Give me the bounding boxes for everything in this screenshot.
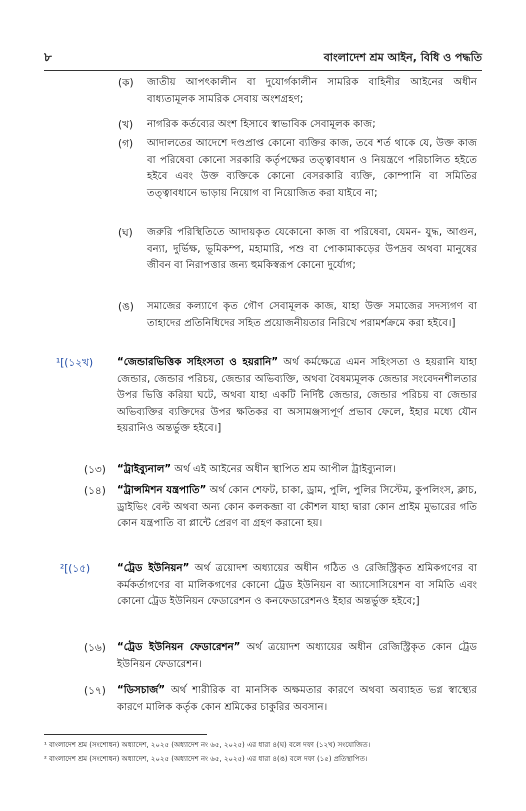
sub-item-mark: (ক) xyxy=(118,77,134,89)
defined-term: “ডিসচার্জ” xyxy=(117,685,166,696)
definition-text xyxy=(117,483,477,533)
definition-body: অর্থ শারীরিক বা মানসিক অক্ষমতার কারণে অথবা অব্যাহত ভগ্ন স্বাস্থ্যের কারণে মালিক কর্তৃক কোন শ্রমিকের চাকুরির অবসান। xyxy=(117,685,477,713)
clause-number: (১৭) xyxy=(84,685,106,697)
defined-term: “ট্রান্সমিশন যন্ত্রপাতি” xyxy=(117,485,207,496)
definition-text xyxy=(117,683,477,716)
book-title: বাংলাদেশ শ্রম আইন, বিধি ও পদ্ধতি xyxy=(323,51,482,64)
clause-number: (১৬) xyxy=(84,642,106,654)
clause-number: (১৩) xyxy=(84,464,106,476)
definition-body: অর্থ ত্রয়োদশ অধ্যায়ের অধীন রেজিস্ট্রিকৃত কোন ট্রেড ইউনিয়ন ফেডারেশন। xyxy=(117,642,477,670)
sub-item-text: নাগরিক কর্তব্যের অংশ হিসাবে স্বাভাবিক সেবামূলক কাজ; xyxy=(147,119,376,130)
definition-body: অর্থ এই আইনের অধীন স্থাপিত শ্রম আপীল ট্রাইব্যুনাল। xyxy=(171,464,396,475)
page-number: ৮ xyxy=(44,50,52,64)
definition-text xyxy=(117,640,477,673)
header-rule xyxy=(44,70,482,71)
definition-text xyxy=(117,561,477,611)
sub-item-text: জরুরি পরিস্থিতিতে আদায়কৃত যেকোনো কাজ বা পরিষেবা, যেমন- যুদ্ধ, আগুন, বন্যা, দুর্ভিক্ষ, ভূমিকম্প, মহামারি, পশু বা পোকামাকড়ের উপদ্রব অথবা মানুষের জীবন বা নিরাপত্তার জন্য হুমকিস্বরূপ কোনো দুর্যোগ; xyxy=(147,227,477,272)
definition-text xyxy=(117,462,477,479)
page-header xyxy=(44,49,482,67)
footnote-rule xyxy=(44,734,207,735)
footnote: ¹ বাংলাদেশ শ্রম (সংশোধন) অধ্যাদেশ, ২০২৫ (অধ্যাদেশ নং ৬৫, ২০২৫) এর ধারা ৪(ঘ) বলে দফা (১২খ) সংযোজিত। xyxy=(44,741,371,749)
definition-text xyxy=(117,355,477,438)
sub-item-text: আদালতের আদেশে দণ্ডপ্রাপ্ত কোনো ব্যক্তির কাজ, তবে শর্ত থাকে যে, উক্ত কাজ বা পরিষেবা কোনো সরকারি কর্তৃপক্ষের তত্ত্বাবধান ও নিয়ন্ত্রণে পরিচালিত হইতে হইবে এবং উক্ত ব্যক্তিকে কোনো বেসরকারি ব্যক্তি, কোম্পানি বা সমিতির তত্ত্বাবধানে ভাড়ায় নিয়োগ বা নিয়োজিত করা যাইবে না; xyxy=(147,138,477,199)
definition-body: অর্থ ত্রয়োদশ অধ্যায়ের অধীন গঠিত ও রেজিস্ট্রিকৃত শ্রমিকগণের বা কর্মকর্তাগণের বা মালিকগণের কোনো ট্রেড ইউনিয়ন বা অ্যাসোসিয়েশন বা সমিতি এবং কোনো ট্রেড ইউনিয়ন ফেডারেশন ও কনফেডারেশনও ইহার অন্তর্ভুক্ত হইবে;] xyxy=(117,563,477,608)
sub-item-text: সমাজের কল্যাণে কৃত গৌণ সেবামূলক কাজ, যাহা উক্ত সমাজের সদস্যগণ বা তাহাদের প্রতিনিধিদের সহিত প্রয়োজনীয়তার নিরিখে পরামর্শক্রমে করা হইবে।] xyxy=(147,301,477,329)
defined-term: “ট্রাইব্যুনাল” xyxy=(117,464,172,475)
defined-term: “ট্রেড ইউনিয়ন ফেডারেশন” xyxy=(117,642,241,653)
clause-number: ¹[(১২খ) xyxy=(56,357,94,369)
sub-item-mark: (ঙ) xyxy=(118,301,134,313)
sub-item-mark: (খ) xyxy=(118,119,134,131)
clause-number: (১৪) xyxy=(84,485,106,497)
defined-term: “ট্রেড ইউনিয়ন” xyxy=(117,563,190,574)
sub-item-text: জাতীয় আপৎকালীন বা দুযোর্গকালীন সামরিক বাহিনীর আইনের অধীন বাধ্যতামূলক সামরিক সেবায় অংশগ্রহণ; xyxy=(147,77,477,105)
defined-term: “জেন্ডারভিত্তিক সহিংসতা ও হয়রানি” xyxy=(117,357,279,368)
sub-item-mark: (গ) xyxy=(118,138,134,150)
sub-item-mark: (ঘ) xyxy=(118,227,133,239)
definition-body: অর্থ কোন শেফট, চাকা, ড্রাম, পুলি, পুলির সিস্টেম, কুপলিংস, ক্লাচ, ড্রাইভিং বেল্ট অথবা অন্য কোন কলকব্জা বা কৌশল যাহা দ্বারা কোন প্রাইম মুভারের গতি কোন যন্ত্রপাতি বা প্লান্টে প্রেরণ বা গ্রহণ করানো হয়। xyxy=(117,485,477,530)
clause-number: ²[(১৫) xyxy=(60,563,91,575)
definition-body: অর্থ কর্মক্ষেত্রে এমন সহিংসতা ও হয়রানি যাহা জেন্ডার, জেন্ডার পরিচয়, জেন্ডার অভিব্যক্তি, অথবা বৈষম্যমূলক জেন্ডার সংবেদনশীলতার উপর ভিত্তি করিয়া ঘটে, অথবা যাহা একটি নির্দিষ্ট জেন্ডার, জেন্ডার পরিচয় বা জেন্ডার অভিব্যক্তির ব্যক্তিদের উপর ক্ষতিকর বা অসামঞ্জস্যপূর্ণ প্রভাব ফেলে, ইহার মধ্যে যৌন হয়রানিও অন্তর্ভুক্ত হইবে।] xyxy=(117,357,478,435)
footnote: ² বাংলাদেশ শ্রম (সংশোধন) অধ্যাদেশ, ২০২৫ (অধ্যাদেশ নং ৬৫, ২০২৫) এর ধারা ৪(ঙ) বলে দফা (১৫) প্রতিস্থাপিত। xyxy=(44,755,368,763)
